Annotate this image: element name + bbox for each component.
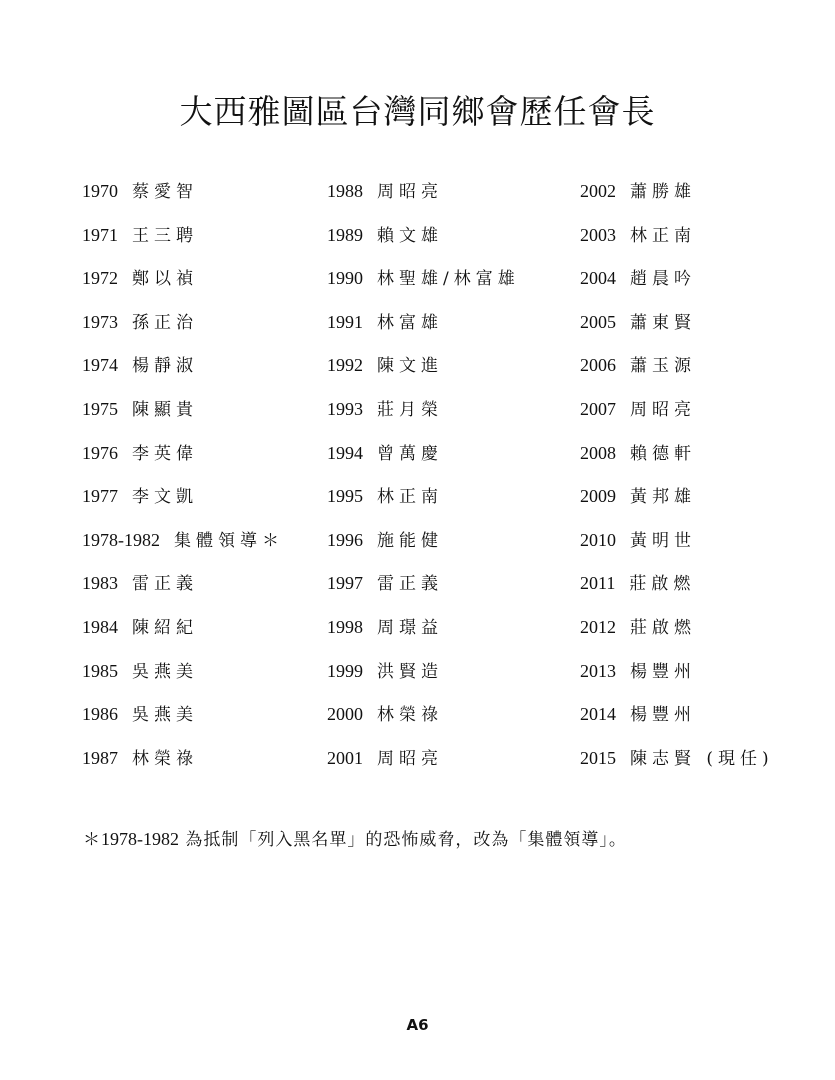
roster-entry bbox=[580, 738, 774, 782]
entry-name: 林聖雄/林富雄 bbox=[377, 269, 520, 290]
entry-name: 李英偉 bbox=[132, 443, 198, 464]
roster-entry bbox=[327, 651, 520, 695]
entry-name: 陳紹紀 bbox=[132, 617, 198, 638]
entry-year: 1977 bbox=[82, 486, 118, 507]
entry-name: 莊啟燃 bbox=[630, 617, 696, 638]
entry-year: 1988 bbox=[327, 181, 363, 201]
roster-entry bbox=[327, 738, 520, 782]
entry-year: 2003 bbox=[580, 224, 616, 245]
entry-year: 1972 bbox=[82, 268, 118, 289]
entry-name: 楊豐州 bbox=[630, 661, 696, 682]
roster-entry bbox=[327, 433, 520, 477]
roster-entry bbox=[327, 345, 520, 389]
entry-name: 黃邦雄 bbox=[630, 487, 696, 508]
entry-name: 曾萬慶 bbox=[377, 443, 443, 464]
entry-year: 1984 bbox=[82, 616, 118, 637]
entry-name: 雷正義 bbox=[377, 574, 443, 595]
roster-entry bbox=[327, 563, 520, 607]
entry-name: 陳文進 bbox=[377, 356, 443, 377]
entry-year: 2006 bbox=[580, 355, 616, 376]
entry-year: 2015 bbox=[580, 747, 616, 768]
entry-year: 1989 bbox=[327, 224, 363, 245]
entry-year: 2013 bbox=[580, 660, 616, 681]
entry-year: 2014 bbox=[580, 704, 616, 725]
entry-name: 莊啟燃 bbox=[629, 574, 696, 595]
entry-name: 蕭勝雄 bbox=[630, 182, 696, 202]
entry-year: 2011 bbox=[580, 573, 616, 594]
entry-name: 蕭玉源 bbox=[630, 356, 696, 377]
column-3 bbox=[580, 171, 774, 781]
entry-year: 1992 bbox=[327, 355, 363, 376]
roster-entry bbox=[327, 171, 520, 215]
roster-entry bbox=[327, 389, 520, 433]
entry-year: 1993 bbox=[327, 398, 363, 419]
entry-name: 周昭亮 bbox=[630, 399, 696, 420]
entry-year: 1987 bbox=[82, 747, 118, 768]
roster-entry bbox=[580, 607, 774, 651]
entry-name: 林正南 bbox=[630, 225, 696, 246]
roster-entry bbox=[82, 563, 284, 607]
entry-year: 2010 bbox=[580, 529, 616, 550]
roster-entry bbox=[580, 520, 774, 564]
entry-year: 1983 bbox=[82, 573, 118, 594]
roster-entry bbox=[327, 520, 520, 564]
page-title: 大西雅圖區台灣同鄉會歷任會長 bbox=[179, 92, 656, 131]
entry-year: 1970 bbox=[82, 181, 118, 201]
entry-year: 1991 bbox=[327, 311, 363, 332]
entry-name: 蔡愛智 bbox=[132, 182, 198, 202]
entry-year: 1998 bbox=[327, 616, 363, 637]
roster-entry bbox=[327, 302, 520, 346]
entry-name: 陳顯貴 bbox=[132, 399, 198, 420]
roster-entry bbox=[82, 607, 284, 651]
roster-entry bbox=[82, 215, 284, 259]
entry-year: 2008 bbox=[580, 442, 616, 463]
entry-name: 鄭以禎 bbox=[132, 269, 198, 290]
page-number: A6 bbox=[406, 1016, 429, 1034]
roster-entry bbox=[580, 345, 774, 389]
roster-entry bbox=[82, 520, 284, 564]
roster-entry bbox=[327, 694, 520, 738]
entry-year: 1985 bbox=[82, 660, 118, 681]
entry-name: 周昭亮 bbox=[377, 182, 443, 202]
entry-year: 2000 bbox=[327, 704, 363, 725]
entry-year: 1974 bbox=[82, 355, 118, 376]
roster-entry bbox=[580, 171, 774, 215]
entry-name: 蕭東賢 bbox=[630, 312, 696, 333]
roster-entry bbox=[580, 651, 774, 695]
roster-entry bbox=[82, 389, 284, 433]
roster-entry bbox=[580, 563, 774, 607]
entry-name: 楊靜淑 bbox=[132, 356, 198, 377]
roster-entry bbox=[82, 258, 284, 302]
entry-name: 趙晨吟 bbox=[630, 269, 696, 290]
entry-name: 吳燕美 bbox=[132, 705, 198, 726]
entry-name: 雷正義 bbox=[132, 574, 198, 595]
entry-year: 1995 bbox=[327, 486, 363, 507]
roster-entry bbox=[82, 302, 284, 346]
roster-entry bbox=[82, 476, 284, 520]
entry-name: 施能健 bbox=[377, 530, 443, 551]
entry-name: 孫正治 bbox=[132, 312, 198, 333]
entry-year: 2007 bbox=[580, 398, 616, 419]
entry-name: 林榮祿 bbox=[132, 748, 198, 769]
roster-entry bbox=[82, 694, 284, 738]
entry-name: 集體領導＊ bbox=[174, 530, 284, 551]
roster-entry bbox=[327, 607, 520, 651]
entry-name: 賴文雄 bbox=[377, 225, 443, 246]
entry-year: 1997 bbox=[327, 573, 363, 594]
roster-entry bbox=[580, 694, 774, 738]
roster-entry bbox=[327, 215, 520, 259]
roster-entry bbox=[82, 433, 284, 477]
roster-entry bbox=[580, 215, 774, 259]
entry-name: 洪賢造 bbox=[377, 661, 443, 682]
entry-year: 2001 bbox=[327, 747, 363, 768]
roster-entry bbox=[82, 738, 284, 782]
entry-year: 2002 bbox=[580, 181, 616, 201]
roster-entry bbox=[327, 258, 520, 302]
footnote-text: 為抵制「列入黑名單」的恐怖威脅，改為「集體領導」。 bbox=[179, 830, 627, 850]
entry-year: 1994 bbox=[327, 442, 363, 463]
entry-name: 王三聘 bbox=[132, 225, 198, 246]
roster-entry bbox=[82, 651, 284, 695]
roster-entry bbox=[580, 433, 774, 477]
footnote-asterisk: ＊ bbox=[83, 830, 101, 850]
entry-name: 林正南 bbox=[377, 487, 443, 508]
entry-year: 1978-1982 bbox=[82, 529, 160, 550]
entry-year: 2012 bbox=[580, 616, 616, 637]
entry-name: 周昭亮 bbox=[377, 748, 443, 769]
footnote-years: 1978-1982 bbox=[101, 829, 179, 849]
entry-year: 1990 bbox=[327, 268, 363, 289]
entry-name: 賴德軒 bbox=[630, 443, 696, 464]
entry-name: 李文凱 bbox=[132, 487, 198, 508]
entry-year: 1971 bbox=[82, 224, 118, 245]
entry-year: 2009 bbox=[580, 486, 616, 507]
entry-year: 1975 bbox=[82, 398, 118, 419]
entry-year: 1976 bbox=[82, 442, 118, 463]
roster-entry bbox=[580, 258, 774, 302]
entry-name: 吳燕美 bbox=[132, 661, 198, 682]
roster-entry bbox=[82, 345, 284, 389]
roster-entry bbox=[580, 302, 774, 346]
entry-year: 1999 bbox=[327, 660, 363, 681]
roster-entry bbox=[580, 389, 774, 433]
entry-name: 林榮祿 bbox=[377, 705, 443, 726]
entry-name: 林富雄 bbox=[377, 312, 443, 333]
entry-year: 1973 bbox=[82, 311, 118, 332]
footnote bbox=[83, 825, 627, 850]
entry-year: 1996 bbox=[327, 529, 363, 550]
entry-name: 楊豐州 bbox=[630, 705, 696, 726]
column-1 bbox=[82, 171, 284, 781]
entry-name: 莊月榮 bbox=[377, 399, 443, 420]
roster-entry bbox=[82, 171, 284, 215]
entry-year: 1986 bbox=[82, 704, 118, 725]
roster-entry bbox=[327, 476, 520, 520]
column-2 bbox=[327, 171, 520, 781]
entry-name: 黃明世 bbox=[630, 530, 696, 551]
roster-entry bbox=[580, 476, 774, 520]
entry-name: 周璟益 bbox=[377, 617, 443, 638]
entry-year: 2005 bbox=[580, 311, 616, 332]
entry-name: 陳志賢 (現任) bbox=[630, 748, 774, 769]
entry-year: 2004 bbox=[580, 268, 616, 289]
